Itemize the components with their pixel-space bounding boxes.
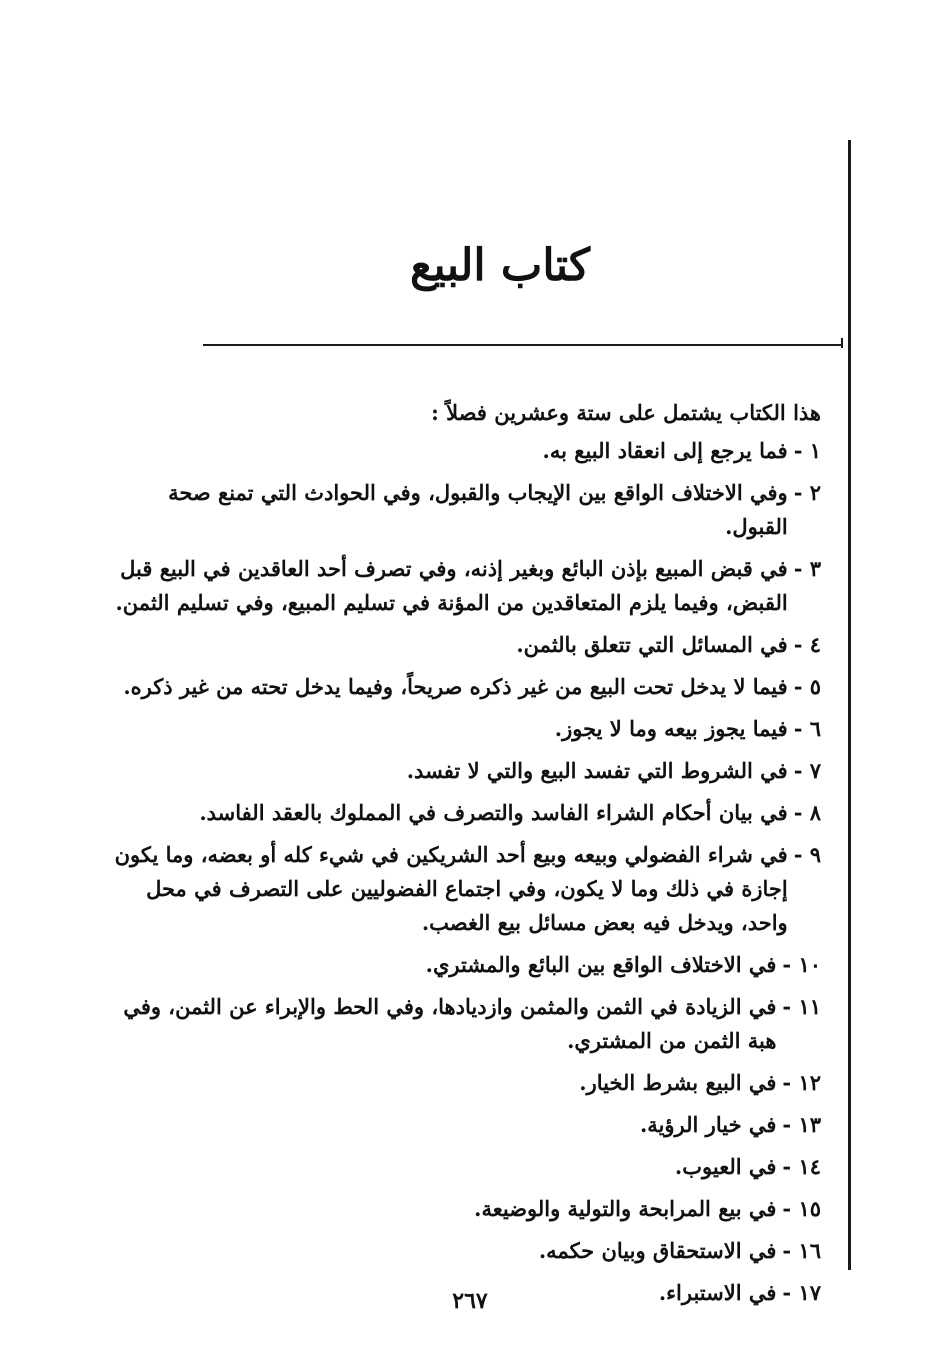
list-item bbox=[101, 670, 821, 704]
list-item-number: ٦ - bbox=[793, 716, 821, 741]
list-item-text: في شراء الفضولي وبيعه وبيع أحد الشريكين في شيء كله أو بعضه، وما يكون إجازة في ذلك وما لا يكون، وفي اجتماع الفضوليين على التصرف في محل واحد، ويدخل فيه بعض مسائل بيع الغصب. bbox=[114, 842, 788, 935]
list-item-text: في الشروط التي تفسد البيع والتي لا تفسد. bbox=[406, 758, 788, 783]
list-item-number: ٤ - bbox=[793, 632, 821, 657]
list-item bbox=[101, 1150, 821, 1184]
list-item-text: في الاختلاف الواقع بين البائع والمشتري. bbox=[425, 952, 777, 977]
chapter-contents bbox=[101, 396, 821, 1318]
list-item-number: ١٦ - bbox=[782, 1238, 821, 1263]
list-item-number: ١٣ - bbox=[782, 1112, 821, 1137]
chapter-title: كتاب البيع bbox=[410, 240, 590, 291]
list-item-number: ١١ - bbox=[782, 994, 821, 1019]
list-item-text: في الاستبراء. bbox=[658, 1280, 777, 1305]
list-item-number: ١٥ - bbox=[782, 1196, 821, 1221]
list-item-text: في الاستحقاق وبيان حكمه. bbox=[538, 1238, 777, 1263]
list-item-number: ١٧ - bbox=[782, 1280, 821, 1305]
chapter-list bbox=[101, 434, 821, 1310]
list-item bbox=[101, 948, 821, 982]
list-item-number: ٥ - bbox=[793, 674, 821, 699]
list-item bbox=[101, 796, 821, 830]
list-item-text: في خيار الرؤية. bbox=[640, 1112, 777, 1137]
list-item-text: فما يرجع إلى انعقاد البيع به. bbox=[542, 438, 788, 463]
list-item-text: وفي الاختلاف الواقع بين الإيجاب والقبول، وفي الحوادث التي تمنع صحة القبول. bbox=[168, 480, 788, 539]
list-item-number: ٧ - bbox=[793, 758, 821, 783]
list-item-number: ١٢ - bbox=[782, 1070, 821, 1095]
list-item bbox=[101, 1234, 821, 1268]
list-item bbox=[101, 712, 821, 746]
list-item bbox=[101, 838, 821, 940]
list-item bbox=[101, 1108, 821, 1142]
list-item-text: فيما لا يدخل تحت البيع من غير ذكره صريحاً، وفيما يدخل تحته من غير ذكره. bbox=[123, 674, 788, 699]
list-item-text: فيما يجوز بيعه وما لا يجوز. bbox=[554, 716, 788, 741]
list-item-number: ١٠ - bbox=[782, 952, 821, 977]
list-item-number: ١٤ - bbox=[782, 1154, 821, 1179]
list-item-number: ١ - bbox=[793, 438, 821, 463]
list-item bbox=[101, 1066, 821, 1100]
intro-paragraph: هذا الكتاب يشتمل على ستة وعشرين فصلاً : bbox=[431, 400, 821, 425]
list-item-text: في البيع بشرط الخيار. bbox=[579, 1070, 777, 1095]
list-item-number: ٢ - bbox=[793, 480, 821, 505]
list-item bbox=[101, 628, 821, 662]
list-item-text: في بيع المرابحة والتولية والوضيعة. bbox=[474, 1196, 777, 1221]
page-number: ٢٦٧ bbox=[452, 1288, 488, 1314]
list-item-number: ٨ - bbox=[793, 800, 821, 825]
list-item-number: ٩ - bbox=[793, 842, 821, 867]
list-item bbox=[101, 434, 821, 468]
list-item-text: في قبض المبيع بإذن البائع وبغير إذنه، وفي تصرف أحد العاقدين في البيع قبل القبض، وفيما يلزم المتعاقدين من المؤنة في تسليم المبيع، وفي تسليم الثمن. bbox=[115, 556, 788, 615]
list-item bbox=[101, 476, 821, 544]
list-item-text: في العيوب. bbox=[674, 1154, 777, 1179]
right-margin-rule bbox=[848, 140, 851, 1270]
list-item bbox=[101, 1192, 821, 1226]
list-item-text: في المسائل التي تتعلق بالثمن. bbox=[516, 632, 788, 657]
list-item-text: في بيان أحكام الشراء الفاسد والتصرف في المملوك بالعقد الفاسد. bbox=[199, 800, 788, 825]
title-divider bbox=[203, 344, 843, 346]
list-item-text: في الزيادة في الثمن والمثمن وازديادها، وفي الحط والإبراء عن الثمن، وفي هبة الثمن من المشتري. bbox=[123, 994, 777, 1053]
list-item-number: ٣ - bbox=[793, 556, 821, 581]
list-item bbox=[101, 754, 821, 788]
divider-corner-tick bbox=[841, 338, 843, 348]
list-item bbox=[101, 990, 821, 1058]
list-item bbox=[101, 552, 821, 620]
